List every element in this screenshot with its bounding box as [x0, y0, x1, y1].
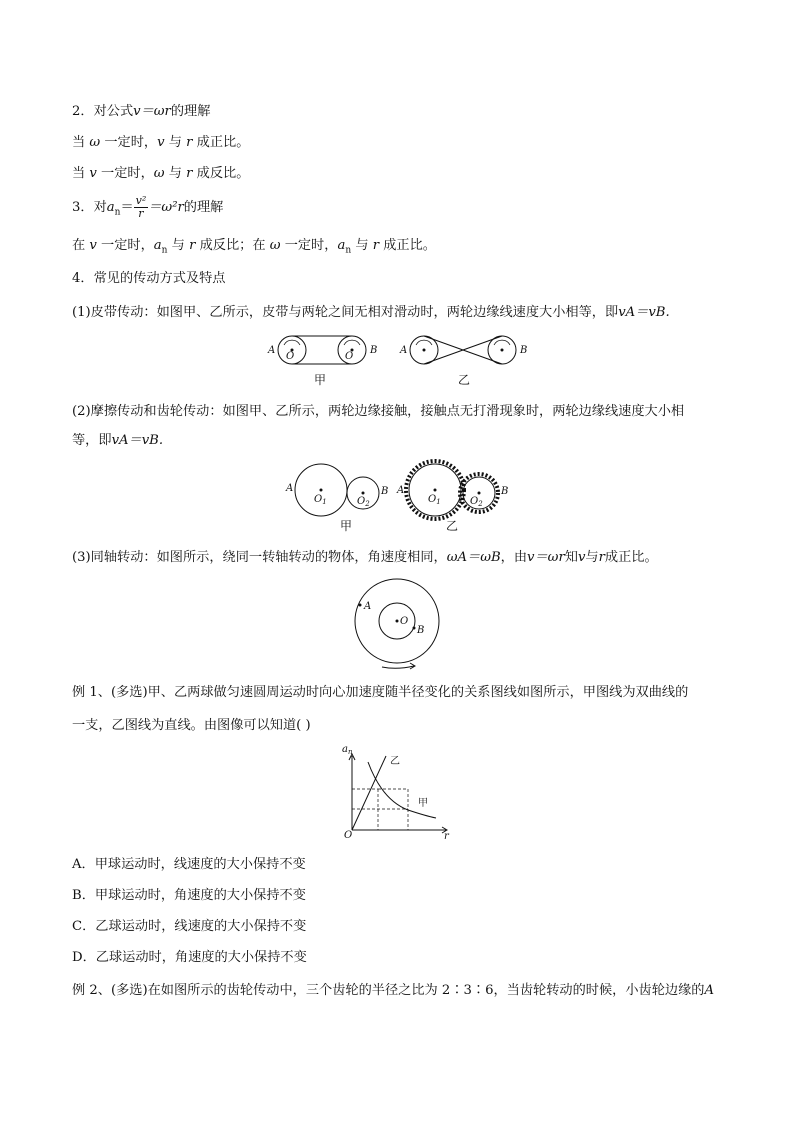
svg-text:O: O	[400, 616, 409, 627]
svg-text:A: A	[364, 601, 372, 612]
belt-drive-figure	[262, 332, 532, 390]
svg-text:O1: $O_1$	[428, 494, 441, 506]
svg-text:A: A	[397, 485, 405, 496]
caption-jia: 甲	[314, 373, 327, 387]
coaxial-figure	[344, 578, 450, 672]
section2-line1: 当 ω 一定时，v 与 r 成正比。	[72, 135, 250, 150]
example1-text-2: 一支，乙图线为直线。由图像可以知道( )	[72, 718, 311, 733]
section3-body: 在 v 一定时，$a_n$ 与 r 成反比；在 ω 一定时，$a_n$ 与 r 成正比。	[72, 238, 436, 256]
section3-heading: 3．对$a_n=$ $\frac{\text{v²}}{r}$ ＝ω²r的理解	[72, 194, 224, 220]
svg-text:A: A	[286, 483, 294, 494]
section2-heading: 2．对公式v＝ωr的理解	[72, 104, 211, 119]
svg-text:r: r	[444, 831, 449, 842]
example1-graph	[338, 742, 450, 842]
label-o2: O	[345, 351, 354, 362]
section2-line2: 当 v 一定时，ω 与 r 成反比。	[72, 166, 250, 181]
belt-text: (1)皮带传动：如图甲、乙所示，皮带与两轮之间无相对滑动时，两轮边缘线速度大小相等，即vA＝vB.	[72, 305, 670, 320]
section4-heading: 4．常见的传动方式及特点	[72, 271, 226, 286]
svg-text:A: A	[400, 345, 408, 356]
example1-text-1: 例 1、(多选)甲、乙两球做匀速圆周运动时向心加速度随半径变化的关系图线如图所示，甲图线为双曲线的	[72, 685, 689, 700]
svg-text:乙: 乙	[446, 519, 459, 533]
label-a: A	[268, 345, 276, 356]
svg-text:O: O	[344, 830, 353, 841]
fraction: $\frac{\text{v²}}{r}$	[135, 194, 147, 220]
svg-text:B: B	[381, 486, 389, 497]
example2-text: 例 2、(多选)在如图所示的齿轮传动中，三个齿轮的半径之比为 2∶3∶6，当齿轮转动的时候，小齿轮边缘的A	[72, 983, 715, 998]
svg-text:甲: 甲	[418, 798, 428, 809]
friction-text-2: 等，即vA＝vB.	[72, 433, 164, 448]
svg-text:B: B	[417, 625, 425, 636]
caption-yi: 乙	[458, 373, 471, 387]
svg-text:乙: 乙	[390, 756, 400, 767]
friction-text-1: (2)摩擦传动和齿轮传动：如图甲、乙所示，两轮边缘接触，接触点无打滑现象时，两轮边缘线速度大小相	[72, 404, 685, 419]
svg-text:B: B	[501, 486, 509, 497]
option-d: D．乙球运动时，角速度的大小保持不变	[72, 950, 307, 965]
svg-text:O2: $O_2$	[470, 496, 483, 508]
label-b: B	[370, 345, 378, 356]
friction-gear-figure	[283, 458, 523, 538]
option-a: A．甲球运动时，线速度的大小保持不变	[72, 857, 306, 872]
option-b: B．甲球运动时，角速度的大小保持不变	[72, 888, 306, 903]
coaxial-text: (3)同轴转动：如图所示，绕同一转轴转动的物体，角速度相同，ωA＝ωB，由v＝ωr知v与r成正比。	[72, 550, 658, 565]
line-yi	[352, 756, 386, 830]
svg-text:O1: $O_1$	[314, 494, 327, 506]
option-c: C．乙球运动时，线速度的大小保持不变	[72, 919, 307, 934]
svg-text:an: $a_n$	[342, 744, 353, 756]
svg-text:O2: $O_2$	[357, 496, 370, 508]
svg-text:B: B	[520, 345, 528, 356]
svg-text:甲: 甲	[340, 519, 353, 533]
label-o1: O	[286, 351, 295, 362]
